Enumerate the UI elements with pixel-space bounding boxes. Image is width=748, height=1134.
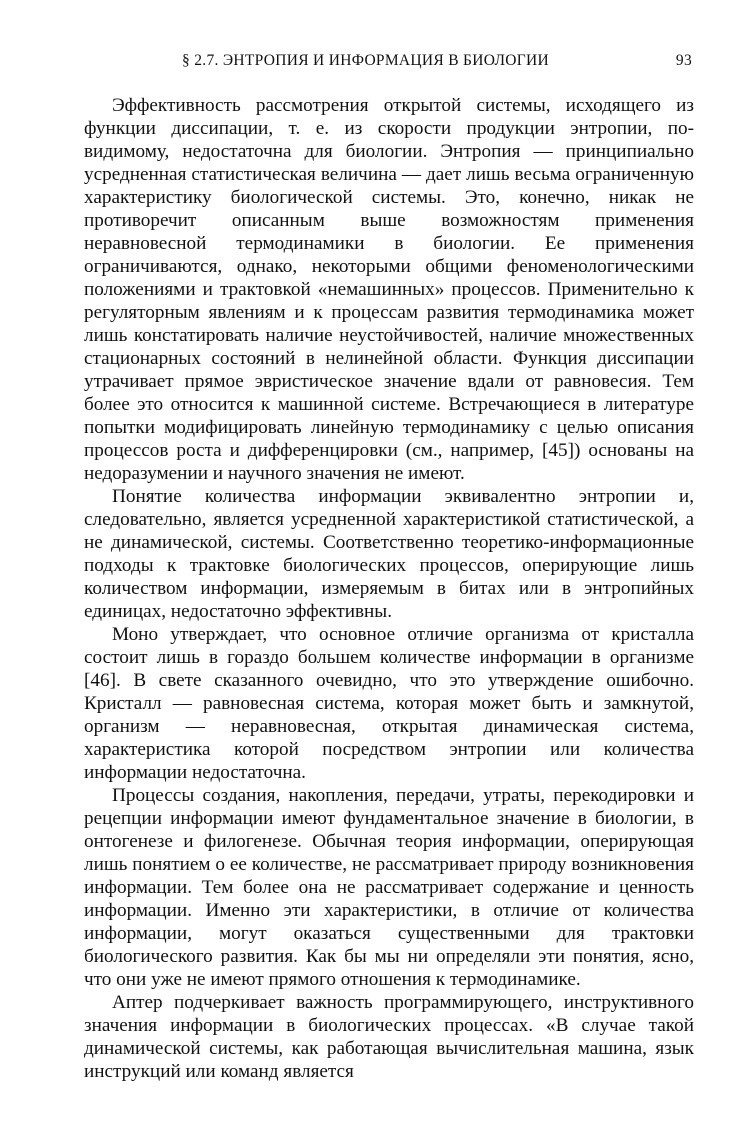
paragraph: Процессы создания, накопления, передачи, утраты, перекодировки и рецепции информации имеют фундаментальное значение в биологии, в онтогенезе и филогенезе. Обычная теория информации, оперирующая лишь понятием о ее количестве, не рассматривает природу возникновения информации. Тем более она не рассматривает содержание и ценность информации. Именно эти характеристики, в отличие от количества информации, могут оказаться существенными для трактовки биологического развития. Как бы мы ни определяли эти понятия, ясно, что они уже не имеют прямого отношения к термодинамике. bbox=[84, 785, 694, 990]
paragraph: Понятие количества информации эквивалентно энтропии и, следовательно, является усредненной характеристикой статистической, а не динамической, системы. Соответственно теоретико-информационные подходы к трактовке биологических процессов, оперирующие лишь количеством информации, измеряемым в битах или в энтропийных единицах, недостаточно эффективны. bbox=[84, 486, 694, 622]
paragraph: Эффективность рассмотрения открытой системы, исходящего из функции диссипации, т. е. из скорости продукции энтропии, по-видимому, недостаточна для биологии. Энтропия — принципиально усредненная статистическая величина — дает лишь весьма ограниченную характеристику биологической системы. Это, конечно, никак не противоречит описанным выше возможностям применения неравновесной термодинамики в биологии. Ее применения ограничиваются, однако, некоторыми общими феноменологическими положениями и трактовкой «немашинных» процессов. Применительно к регуляторным явлениям и к процессам развития термодинамика может лишь констатировать наличие неустойчивостей, наличие множественных стационарных состояний в нелинейной области. Функция диссипации утрачивает прямое эвристическое значение вдали от равновесия. Тем более это относится к машинной системе. Встречающиеся в литературе попытки модифицировать линейную термодинамику с целью описания процессов роста и дифференцировки (см., например, [45]) основаны на недоразумении и научного значения не имеют. bbox=[84, 95, 694, 484]
paragraph: Моно утверждает, что основное отличие организма от кристалла состоит лишь в гораздо большем количестве информации в организме [46]. В свете сказанного очевидно, что это утверждение ошибочно. Кристалл — равновесная система, которая может быть и замкнутой, организм — неравновесная, открытая динамическая система, характеристика которой посредством энтропии или количества информации недостаточна. bbox=[84, 624, 694, 783]
paragraph: Аптер подчеркивает важность программирующего, инструктивного значения информации в биологических процессах. «В случае такой динамической системы, как работающая вычислительная машина, язык инструкций или команд является bbox=[84, 992, 694, 1082]
page-number: 93 bbox=[675, 52, 692, 69]
running-header bbox=[84, 52, 692, 76]
section-title: § 2.7. ЭНТРОПИЯ И ИНФОРМАЦИЯ В БИОЛОГИИ bbox=[182, 52, 550, 69]
body-text bbox=[84, 94, 694, 1083]
